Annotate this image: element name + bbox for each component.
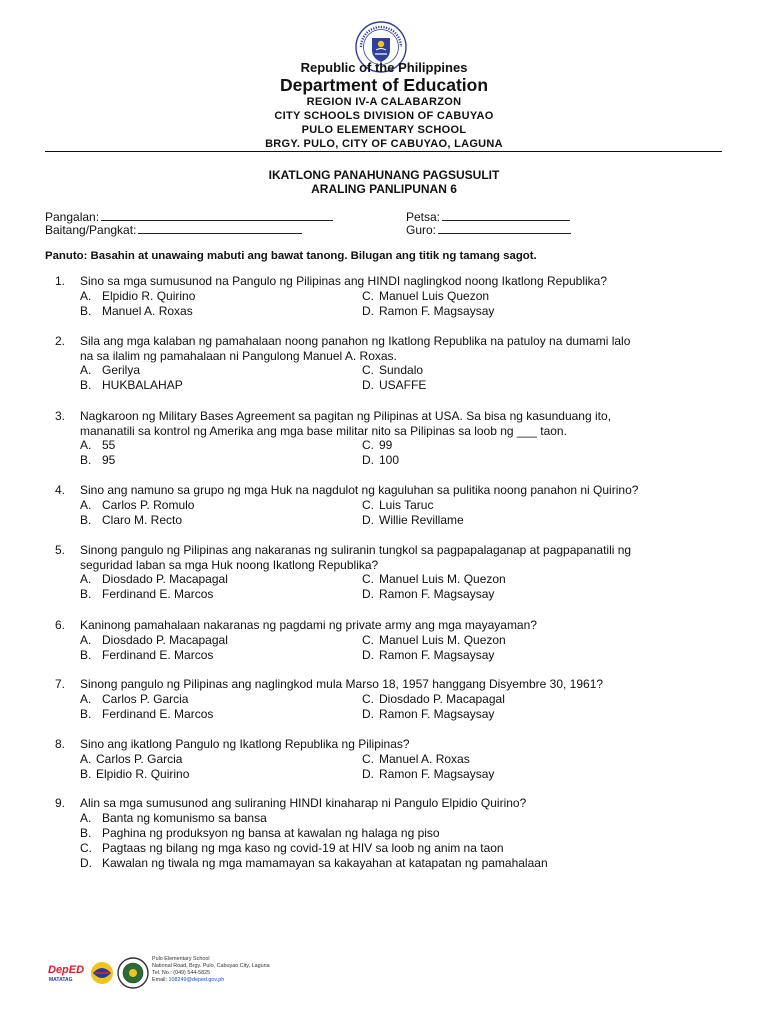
region-line: REGION IV-A CALABARZON (306, 96, 462, 108)
choice-b[interactable]: B. HUKBALAHAP (80, 378, 183, 392)
question-text: mananatili sa kontrol ng Amerika ang mga base militar nito sa Pilipinas sa loob ng ___ taon. (80, 424, 567, 438)
date-blank[interactable] (442, 209, 570, 221)
footer-school: Pulo Elementary School (152, 956, 210, 962)
choice-d[interactable]: D. Ramon F. Magsaysay (362, 767, 495, 781)
choice-b[interactable]: B. Paghina ng produksyon ng bansa at kawalan ng halaga ng piso (80, 826, 440, 840)
choice-c[interactable]: C. Manuel Luis Quezon (362, 289, 490, 303)
choice-c[interactable]: C. Sundalo (362, 363, 424, 377)
footer-contact (152, 956, 270, 984)
question-number: 3. (55, 409, 66, 423)
choice-d[interactable]: D. 100 (362, 453, 400, 467)
question-text: Sino ang namuno sa grupo ng mga Huk na nagdulot ng kaguluhan sa pulitika noong panahon ni Quirino? (80, 483, 639, 497)
school-seal-icon (118, 958, 148, 988)
question-text: Sila ang mga kalaban ng pamahalaan noong panahon ng Ikatlong Republika na patuloy na dumami lalo (80, 334, 631, 348)
choice-b[interactable]: B. Elpidio R. Quirino (80, 767, 190, 781)
choice-a[interactable]: A. Diosdado P. Macapagal (80, 572, 228, 586)
choice-c[interactable]: C. Manuel Luis M. Quezon (362, 572, 506, 586)
question-text: Sino ang ikatlong Pangulo ng Ikatlong Republika ng Pilipinas? (80, 737, 410, 751)
choice-c[interactable]: C. 99 (362, 438, 393, 452)
choice-b[interactable]: B. 95 (80, 453, 116, 467)
choice-a[interactable]: A. Carlos P. Garcia (80, 752, 183, 766)
name-label: Pangalan: (45, 210, 100, 224)
division-line: CITY SCHOOLS DIVISION OF CABUYAO (274, 110, 494, 122)
choice-b[interactable]: B. Ferdinand E. Marcos (80, 587, 214, 601)
choice-a[interactable]: A. Diosdado P. Macapagal (80, 633, 228, 647)
choice-a[interactable]: A. Carlos P. Garcia (80, 692, 189, 706)
school-line: PULO ELEMENTARY SCHOOL (301, 124, 467, 136)
question-text: Sino sa mga sumusunod na Pangulo ng Pilipinas ang HINDI naglingkod noong Ikatlong Republika? (80, 274, 608, 288)
choice-d[interactable]: D. Ramon F. Magsaysay (362, 707, 495, 721)
footer-email-label: Email: (152, 977, 167, 983)
header-divider (45, 151, 722, 152)
choice-c[interactable]: C. Diosdado P. Macapagal (362, 692, 505, 706)
choice-a[interactable]: A. Carlos P. Romulo (80, 498, 195, 512)
choice-a[interactable]: A. Banta ng komunismo sa bansa (80, 811, 267, 825)
choice-d[interactable]: D. Willie Revillame (362, 513, 464, 527)
question-text: na sa ilalim ng pamahalaan ni Pangulong Manuel A. Roxas. (80, 349, 397, 363)
exam-title: IKATLONG PANAHUNANG PAGSUSULIT (268, 168, 500, 182)
svg-text:MATATAG: MATATAG (49, 977, 73, 983)
choice-d[interactable]: D. Ramon F. Magsaysay (362, 587, 495, 601)
question-number: 9. (55, 796, 66, 810)
republic-line: Republic of the Philippines (300, 60, 468, 75)
choice-d[interactable]: D. Kawalan ng tiwala ng mga mamamayan sa kakayahan at katapatan ng pamahalaan (80, 856, 548, 870)
choice-b[interactable]: B. Claro M. Recto (80, 513, 183, 527)
choice-b[interactable]: B. Ferdinand E. Marcos (80, 707, 214, 721)
teacher-blank[interactable] (438, 222, 571, 234)
question-text: seguridad laban sa mga Huk noong Ikatlong Republika? (80, 558, 379, 572)
question-text: Sinong pangulo ng Pilipinas ang naglingkod mula Marso 18, 1957 hanggang Disyembre 30, 1961? (80, 677, 604, 691)
choice-a[interactable]: A. Gerilya (80, 363, 141, 377)
grade-section-field[interactable] (45, 222, 302, 237)
instructions: Panuto: Basahin at unawaing mabuti ang bawat tanong. Bilugan ang titik ng tamang sagot. (45, 250, 537, 262)
question-number: 5. (55, 543, 66, 557)
name-blank[interactable] (101, 209, 333, 221)
question-number: 1. (55, 274, 66, 288)
choice-d[interactable]: D. Ramon F. Magsaysay (362, 648, 495, 662)
question-number: 6. (55, 618, 66, 632)
footer-logos (46, 953, 156, 993)
choice-a[interactable]: A. Elpidio R. Quirino (80, 289, 196, 303)
choice-d[interactable]: D. USAFFE (362, 378, 427, 392)
choice-d[interactable]: D. Ramon F. Magsaysay (362, 304, 495, 318)
choice-b[interactable]: B. Manuel A. Roxas (80, 304, 193, 318)
question-number: 8. (55, 737, 66, 751)
question-number: 2. (55, 334, 66, 348)
choice-a[interactable]: A. 55 (80, 438, 116, 452)
footer-address: National Road, Brgy. Pulo, Cabuyao City, Laguna (152, 963, 270, 969)
choice-c[interactable]: C. Pagtaas ng bilang ng mga kaso ng covid-19 at HIV sa loob ng anim na taon (80, 841, 504, 855)
question-number: 4. (55, 483, 66, 497)
address-line: BRGY. PULO, CITY OF CABUYAO, LAGUNA (265, 138, 503, 150)
teacher-field[interactable] (406, 222, 571, 237)
question-number: 7. (55, 677, 66, 691)
choice-b[interactable]: B. Ferdinand E. Marcos (80, 648, 214, 662)
question-text: Nagkaroon ng Military Bases Agreement sa pagitan ng Pilipinas at USA. Sa bisa ng kasunduang ito, (80, 409, 611, 423)
question-text: Sinong pangulo ng Pilipinas ang nakaranas ng suliranin tungkol sa pagpapalaganap at pagpapanatili ng (80, 543, 632, 557)
date-label: Petsa: (406, 210, 441, 224)
exam-subject: ARALING PANLIPUNAN 6 (311, 182, 457, 196)
choice-c[interactable]: C. Luis Taruc (362, 498, 434, 512)
question-text: Alin sa mga sumusunod ang suliraning HINDI kinaharap ni Pangulo Elpidio Quirino? (80, 796, 527, 810)
teacher-label: Guro: (406, 223, 437, 237)
grade-section-blank[interactable] (138, 222, 302, 234)
choice-c[interactable]: C. Manuel A. Roxas (362, 752, 470, 766)
svg-text:DepED: DepED (48, 964, 85, 976)
department-title: Department of Education (279, 75, 489, 95)
question-text: Kaninong pamahalaan nakaranas ng pagdami ng private army ang mga mayayaman? (80, 618, 537, 632)
grade-section-label: Baitang/Pangkat: (45, 223, 137, 237)
bagong-pilipinas-logo-icon (91, 962, 113, 984)
footer-email-link[interactable]: 108249@deped.gov.ph (168, 977, 225, 983)
footer-tel: Tel. No.: (049) 544-5825 (152, 970, 211, 976)
deped-logo-icon (48, 964, 84, 983)
choice-c[interactable]: C. Manuel Luis M. Quezon (362, 633, 506, 647)
